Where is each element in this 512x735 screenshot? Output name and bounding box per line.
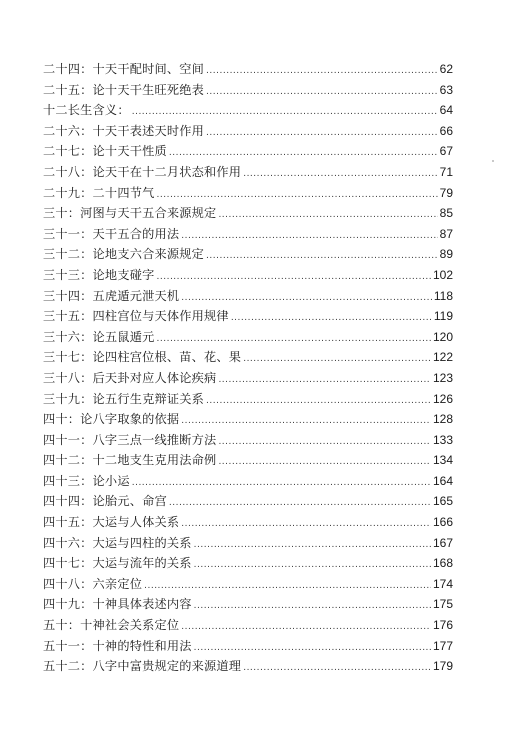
dot-leader <box>218 452 431 473</box>
toc-entry <box>43 347 453 368</box>
dot-leader <box>206 123 438 144</box>
dot-leader <box>144 576 431 597</box>
toc-entry-title: 四十八：六亲定位 <box>43 576 143 591</box>
dot-leader <box>181 514 431 535</box>
toc-entry <box>43 615 453 636</box>
toc-page-number: 118 <box>433 288 453 303</box>
dot-leader <box>194 535 431 556</box>
toc-page-number: 176 <box>432 618 453 633</box>
toc-entry-title: 五十二：八字中富贵规定的来源道理 <box>43 659 242 674</box>
toc-entry-title: 三十：河图与天干五合来源规定 <box>43 206 217 221</box>
toc-page-number: 126 <box>432 391 453 406</box>
dot-leader <box>181 617 431 638</box>
dot-leader <box>169 493 431 514</box>
toc-entry <box>43 141 453 162</box>
dot-leader <box>181 226 437 247</box>
toc-entry <box>43 450 453 471</box>
toc-entry <box>43 327 453 348</box>
dot-leader <box>243 164 437 185</box>
toc-entry-title: 四十一：八字三点一线推断方法 <box>43 432 217 447</box>
dot-leader <box>206 61 438 82</box>
toc-page-number: 179 <box>432 659 453 674</box>
toc-entry <box>43 80 453 101</box>
toc-entry-title: 五十：十神社会关系定位 <box>43 618 180 633</box>
toc-page-number: 102 <box>432 267 453 282</box>
toc-page-number: 87 <box>439 226 453 241</box>
toc-entry-title: 四十四：论胎元、命宫 <box>43 494 167 509</box>
dot-leader <box>181 288 432 309</box>
toc-page-number: 64 <box>439 103 453 118</box>
toc-page-number: 165 <box>432 494 453 509</box>
dot-leader <box>218 370 431 391</box>
toc-entry-title: 二十九：二十四节气 <box>43 185 155 200</box>
toc-entry <box>43 203 453 224</box>
toc-page-number: 62 <box>439 62 453 76</box>
toc-page-number: 167 <box>432 535 453 550</box>
toc-entry <box>43 286 453 307</box>
toc-entry-title: 三十九：论五行生克辩证关系 <box>43 391 205 406</box>
toc-page-number: 120 <box>432 329 453 344</box>
toc-entry-title: 四十：论八字取象的依据 <box>43 412 180 427</box>
table-of-contents <box>43 59 453 677</box>
scan-speck <box>492 160 494 162</box>
toc-entry-title: 二十六：十天干表述天时作用 <box>43 123 205 138</box>
toc-entry <box>43 244 453 265</box>
toc-entry <box>43 389 453 410</box>
toc-entry <box>43 594 453 615</box>
toc-page-number: 177 <box>432 638 453 653</box>
toc-entry-title: 三十二：论地支六合来源规定 <box>43 247 205 262</box>
toc-entry-title: 二十五：论十天干生旺死绝表 <box>43 82 205 97</box>
dot-leader <box>206 82 438 103</box>
dot-leader <box>132 102 438 123</box>
toc-entry-title: 二十七：论十天干性质 <box>43 144 167 159</box>
toc-entry <box>43 59 453 80</box>
dot-leader <box>231 308 432 329</box>
toc-entry <box>43 409 453 430</box>
toc-entry-title: 四十二：十二地支生克用法命例 <box>43 453 217 468</box>
dot-leader <box>206 391 431 412</box>
dot-leader <box>157 185 438 206</box>
toc-entry <box>43 533 453 554</box>
dot-leader <box>218 432 431 453</box>
toc-page-number: 134 <box>432 453 453 468</box>
toc-entry <box>43 430 453 451</box>
toc-entry <box>43 306 453 327</box>
toc-entry-title: 三十一：天干五合的用法 <box>43 226 180 241</box>
toc-entry <box>43 471 453 492</box>
dot-leader <box>157 267 431 288</box>
toc-page-number: 66 <box>439 123 453 138</box>
toc-entry-title: 二十八：论天干在十二月状态和作用 <box>43 164 242 179</box>
dot-leader <box>181 411 431 432</box>
toc-entry-title: 十二长生含义： <box>43 103 130 118</box>
toc-page-number: 174 <box>432 576 453 591</box>
toc-page-number: 79 <box>439 185 453 200</box>
toc-entry-title: 三十三：论地支碰字 <box>43 267 155 282</box>
toc-entry-title: 三十四：五虎遁元泄天机 <box>43 288 180 303</box>
toc-entry-title: 五十一：十神的特性和用法 <box>43 638 192 653</box>
dot-leader <box>169 143 438 164</box>
dot-leader <box>194 596 431 617</box>
toc-entry <box>43 162 453 183</box>
toc-entry <box>43 265 453 286</box>
toc-page-number: 67 <box>439 144 453 159</box>
toc-entry-title: 三十五：四柱宫位与天体作用规律 <box>43 309 229 324</box>
toc-page-number: 128 <box>432 412 453 427</box>
toc-page-number: 175 <box>432 597 453 612</box>
toc-page-number: 168 <box>432 556 453 571</box>
toc-entry <box>43 100 453 121</box>
toc-page-number: 123 <box>432 370 453 385</box>
toc-entry <box>43 224 453 245</box>
toc-entry-title: 三十八：后天卦对应人体论疾病 <box>43 370 217 385</box>
toc-entry <box>43 656 453 677</box>
toc-entry <box>43 636 453 657</box>
dot-leader <box>194 638 431 659</box>
toc-entry-title: 四十六：大运与四柱的关系 <box>43 535 192 550</box>
toc-entry <box>43 491 453 512</box>
toc-entry-title: 四十七：大运与流年的关系 <box>43 556 192 571</box>
toc-entry <box>43 121 453 142</box>
dot-leader <box>157 329 431 350</box>
toc-entry-title: 二十四：十天干配时间、空间 <box>43 62 205 76</box>
toc-entry <box>43 512 453 533</box>
toc-entry-title: 四十九：十神具体表述内容 <box>43 597 192 612</box>
toc-entry-title: 四十五：大运与人体关系 <box>43 515 180 530</box>
toc-page-number: 122 <box>432 350 453 365</box>
toc-page-number: 119 <box>433 309 453 324</box>
toc-page-number: 71 <box>439 164 453 179</box>
toc-entry <box>43 553 453 574</box>
toc-entry <box>43 183 453 204</box>
toc-page-number: 166 <box>432 515 453 530</box>
toc-entry <box>43 368 453 389</box>
toc-entry-title: 三十六：论五鼠遁元 <box>43 329 155 344</box>
toc-page-number: 63 <box>439 82 453 97</box>
toc-page-number: 85 <box>439 206 453 221</box>
toc-entry-title: 四十三：论小运 <box>43 473 130 488</box>
dot-leader <box>218 205 437 226</box>
toc-entry <box>43 574 453 595</box>
dot-leader <box>132 473 431 494</box>
dot-leader <box>243 658 431 679</box>
toc-entry-title: 三十七：论四柱宫位根、苗、花、果 <box>43 350 242 365</box>
dot-leader <box>206 246 438 267</box>
toc-page-number: 164 <box>432 473 453 488</box>
toc-page-number: 89 <box>439 247 453 262</box>
toc-page-number: 133 <box>432 432 453 447</box>
dot-leader <box>194 555 431 576</box>
dot-leader <box>243 349 431 370</box>
